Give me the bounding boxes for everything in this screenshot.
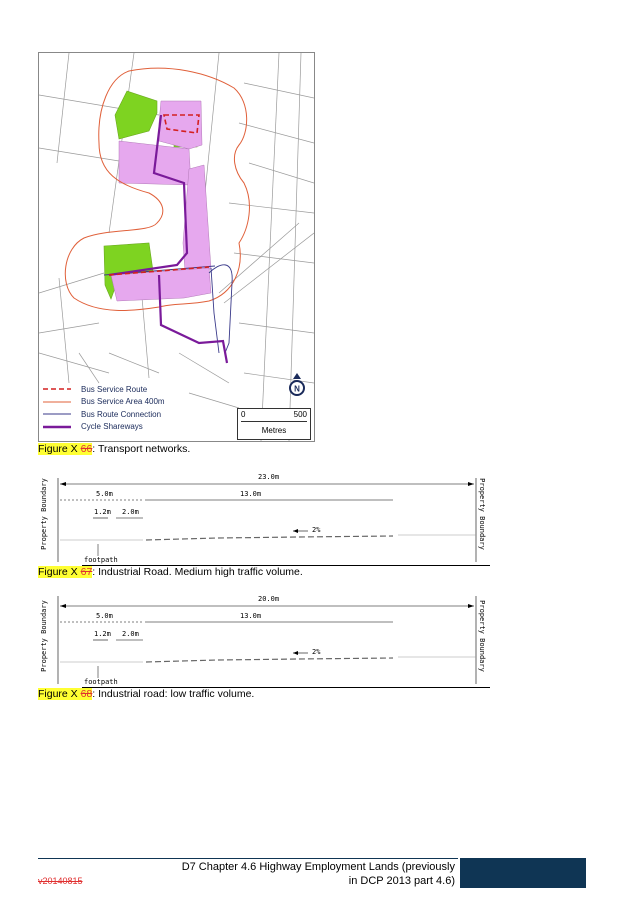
caption-prefix: Figure X — [38, 566, 81, 578]
crossfall-label: 2% — [312, 648, 321, 656]
scale-start: 0 — [241, 410, 246, 419]
svg-text:N: N — [294, 384, 300, 394]
caption-struck-number: 68 — [80, 688, 93, 700]
verge-b-label: 2.0m — [122, 630, 139, 638]
property-boundary-left: Property Boundary — [40, 478, 48, 550]
caption-prefix: Figure X — [38, 688, 81, 700]
north-arrow-icon — [290, 373, 304, 395]
scale-line — [241, 421, 307, 422]
legend-item-bus-service-route — [43, 383, 165, 396]
legend-item-bus-route-connection — [43, 408, 165, 421]
version-stamp: v20140815 — [38, 876, 83, 886]
verge-a-label: 1.2m — [94, 630, 111, 638]
property-boundary-right: Property Boundary — [478, 600, 486, 672]
caption-text: : Industrial Road. Medium high traffic volume. — [92, 566, 303, 578]
footpath-label: footpath — [84, 678, 118, 686]
legend-label: Bus Service Area 400m — [81, 397, 165, 407]
caption-text: : Industrial road: low traffic volume. — [92, 688, 255, 700]
road-width-label: 13.0m — [240, 490, 262, 498]
property-boundary-left: Property Boundary — [40, 600, 48, 672]
cross-section-drawing — [38, 468, 490, 564]
legend-label: Cycle Shareways — [81, 422, 143, 432]
thin-line-icon — [43, 400, 71, 404]
figure-68-cross-section — [38, 590, 490, 686]
figure-67-caption — [38, 566, 303, 578]
property-boundary-right: Property Boundary — [478, 478, 486, 550]
total-width-label: 23.0m — [258, 473, 280, 481]
scale-end: 500 — [293, 410, 307, 419]
cross-section-drawing — [38, 590, 490, 686]
caption-struck-number: 66 — [80, 443, 93, 455]
total-width-label: 20.0m — [258, 595, 280, 603]
legend-label: Bus Service Route — [81, 384, 148, 394]
footer-title-line2: in DCP 2013 part 4.6) — [348, 875, 455, 887]
map-legend — [43, 383, 165, 433]
dashed-line-icon — [43, 387, 71, 391]
legend-item-bus-service-area — [43, 396, 165, 409]
verge-a-label: 1.2m — [94, 508, 111, 516]
crossfall-label: 2% — [312, 526, 321, 534]
road-width-label: 13.0m — [240, 612, 262, 620]
figure-68-caption — [38, 688, 254, 700]
footpath-width-label: 5.0m — [96, 612, 113, 620]
legend-label: Bus Route Connection — [81, 409, 162, 419]
verge-b-label: 2.0m — [122, 508, 139, 516]
footer-title — [150, 860, 455, 888]
scale-bar — [237, 408, 311, 440]
footer-color-block — [460, 858, 586, 888]
thick-line-icon — [43, 425, 71, 429]
figure-66-caption — [38, 443, 190, 455]
caption-text: : Transport networks. — [92, 443, 191, 455]
legend-item-cycle-shareways — [43, 421, 165, 434]
footer-rule — [38, 858, 458, 859]
footer-title-line1: D7 Chapter 4.6 Highway Employment Lands (previously — [181, 861, 455, 873]
transport-map — [38, 52, 315, 442]
caption-struck-number: 67 — [80, 566, 93, 578]
footpath-width-label: 5.0m — [96, 490, 113, 498]
caption-prefix: Figure X — [38, 443, 81, 455]
thin-line-icon — [43, 412, 71, 416]
figure-67-cross-section — [38, 468, 490, 564]
scale-unit: Metres — [261, 426, 287, 435]
footpath-label: footpath — [84, 556, 118, 564]
